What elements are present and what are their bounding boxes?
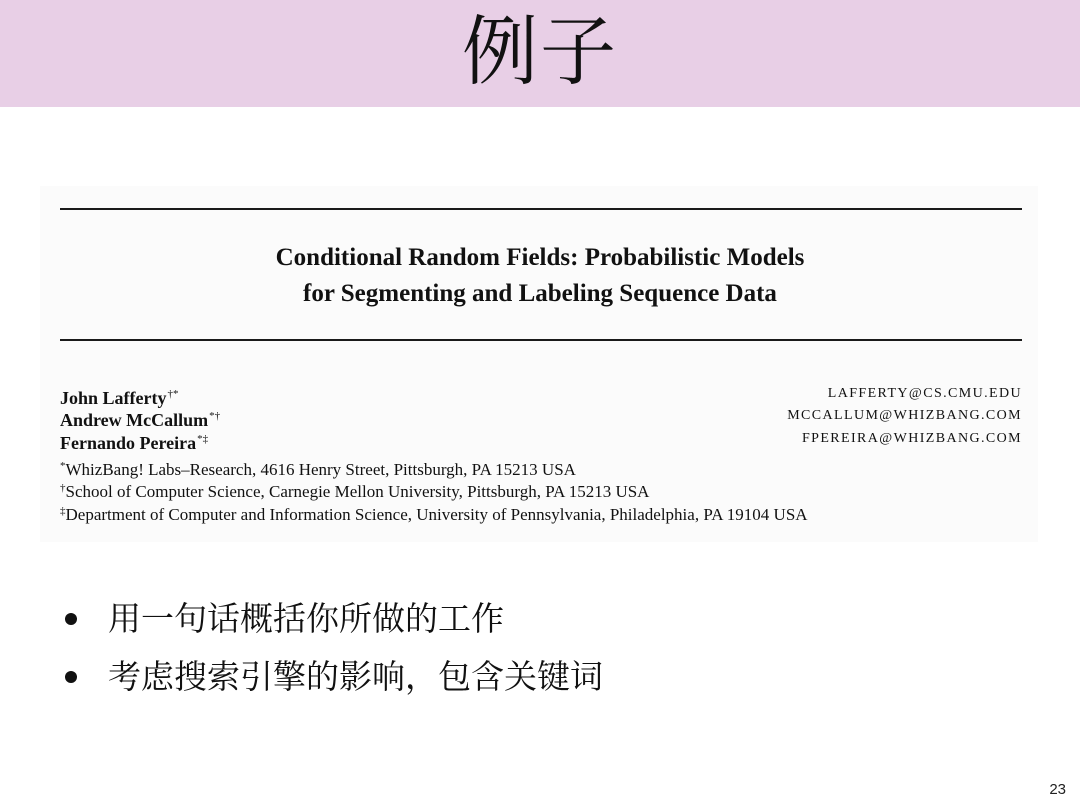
bullet-dot-icon <box>65 613 77 625</box>
paper-title-line-2: for Segmenting and Labeling Sequence Data <box>303 280 777 307</box>
bullet-text: 考虑搜索引擎的影响，包含关键词 <box>108 657 603 696</box>
author-3-email: FPEREIRA@WHIZBANG.COM <box>801 431 1022 446</box>
author-2-email: MCCALLUM@WHIZBANG.COM <box>787 408 1022 423</box>
author-3 <box>60 428 208 454</box>
bullet-item <box>62 652 603 710</box>
bottom-rule <box>60 339 1022 341</box>
affiliation-mark: * <box>60 460 66 472</box>
affiliation-text: Department of Computer and Information Science, University of Pennsylvania, Philadelphia, PA 19104 USA <box>65 505 808 524</box>
author-marks: †* <box>167 388 179 400</box>
affiliation-text: WhizBang! Labs–Research, 4616 Henry Street, Pittsburgh, PA 15213 USA <box>65 460 576 479</box>
bullet-item <box>62 594 603 652</box>
bullet-dot-icon <box>65 671 77 683</box>
author-marks: *† <box>209 410 221 422</box>
affiliation-3 <box>60 500 808 526</box>
bullet-list <box>62 594 603 710</box>
paper-title-line-1: Conditional Random Fields: Probabilistic Models <box>275 244 805 271</box>
affiliation-text: School of Computer Science, Carnegie Mellon University, Pittsburgh, PA 15213 USA <box>65 482 650 501</box>
author-name: Andrew McCallum <box>60 410 209 430</box>
bullet-text: 用一句话概括你所做的工作 <box>108 599 504 638</box>
paper-header-image <box>40 186 1038 542</box>
slide-title: 例子 <box>462 7 618 96</box>
author-name: John Lafferty <box>60 388 167 408</box>
author-marks: *‡ <box>197 433 209 445</box>
affiliation-mark: † <box>60 482 66 494</box>
top-rule <box>60 208 1022 210</box>
affiliation-mark: ‡ <box>60 505 66 517</box>
author-1-email: LAFFERTY@CS.CMU.EDU <box>827 386 1022 401</box>
page-number: 23 <box>1049 781 1066 798</box>
author-name: Fernando Pereira <box>60 433 197 453</box>
